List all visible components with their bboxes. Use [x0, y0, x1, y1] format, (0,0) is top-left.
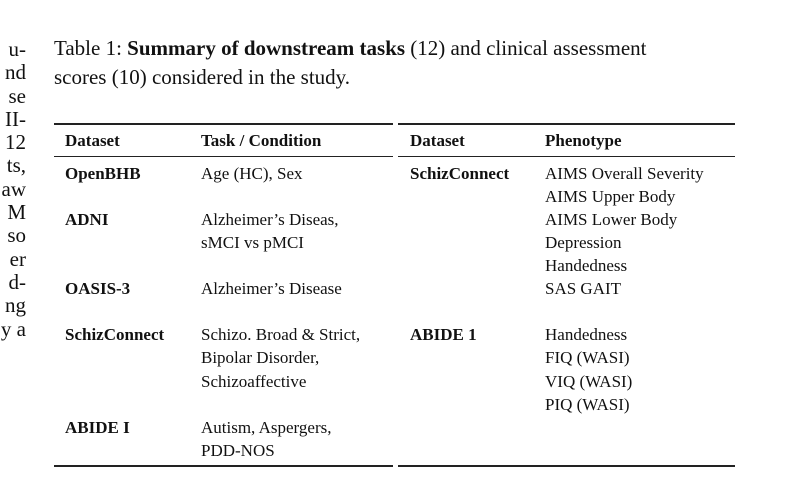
- phenotype-cell: AIMS Upper Body: [545, 187, 676, 206]
- task-cell: Alzheimer’s Disease: [201, 279, 342, 298]
- mid-rule: [398, 156, 735, 157]
- fragment-line: M: [7, 200, 26, 225]
- dataset-cell: ADNI: [65, 210, 109, 229]
- caption-prefix: Table 1:: [54, 36, 122, 60]
- header-phenotype: Phenotype: [545, 131, 622, 150]
- dataset-cell: OASIS-3: [65, 279, 131, 298]
- phenotype-cell: PIQ (WASI): [545, 395, 630, 414]
- bottom-rule: [398, 465, 735, 467]
- header-task: Task / Condition: [201, 131, 322, 150]
- phenotype-cell: VIQ (WASI): [545, 372, 633, 391]
- fragment-line: so: [7, 223, 26, 248]
- header-dataset: Dataset: [65, 131, 120, 150]
- task-cell: PDD-NOS: [201, 441, 275, 460]
- task-cell: Age (HC), Sex: [201, 164, 303, 183]
- caption-bold-title: Summary of downstream tasks: [127, 36, 406, 60]
- phenotype-cell: Handedness: [545, 256, 628, 275]
- task-cell: Alzheimer’s Diseas,: [201, 210, 339, 229]
- fragment-line: aw: [1, 176, 26, 201]
- caption-rest: (12) and clinical assessment: [405, 36, 647, 60]
- dataset-cell: OpenBHB: [65, 164, 141, 183]
- task-cell: Schizo. Broad & Strict,: [201, 325, 361, 344]
- fragment-line: y a: [0, 316, 26, 341]
- fragment-line: se: [8, 83, 26, 108]
- phenotype-cell: AIMS Lower Body: [545, 210, 678, 229]
- fragment-line: II-: [5, 106, 26, 131]
- fragment-line: er: [9, 246, 26, 271]
- fragment-line: 12: [5, 130, 26, 155]
- phenotype-cell: AIMS Overall Severity: [545, 164, 704, 183]
- task-cell: Bipolar Disorder,: [201, 348, 320, 367]
- phenotype-cell: Handedness: [545, 325, 628, 344]
- task-cell: sMCI vs pMCI: [201, 233, 304, 252]
- phenotype-cell: Depression: [545, 233, 622, 252]
- dataset-cell: SchizConnect: [65, 325, 165, 344]
- fragment-line: u-: [8, 38, 26, 61]
- fragment-line: nd: [5, 60, 26, 85]
- phenotype-cell: SAS GAIT: [545, 279, 622, 298]
- fragment-line: ng: [5, 293, 26, 318]
- header-dataset: Dataset: [410, 131, 465, 150]
- task-cell: Schizoaffective: [201, 372, 307, 391]
- task-cell: Autism, Aspergers,: [201, 418, 332, 437]
- fragment-line: ts,: [6, 153, 26, 178]
- dataset-cell: ABIDE 1: [410, 325, 477, 344]
- caption-line2: scores (10) considered in the study.: [54, 65, 351, 89]
- dataset-cell: SchizConnect: [410, 164, 510, 183]
- top-rule: [398, 123, 735, 125]
- fragment-line: d-: [8, 269, 26, 294]
- phenotype-cell: FIQ (WASI): [545, 348, 630, 367]
- dataset-cell: ABIDE I: [65, 418, 130, 437]
